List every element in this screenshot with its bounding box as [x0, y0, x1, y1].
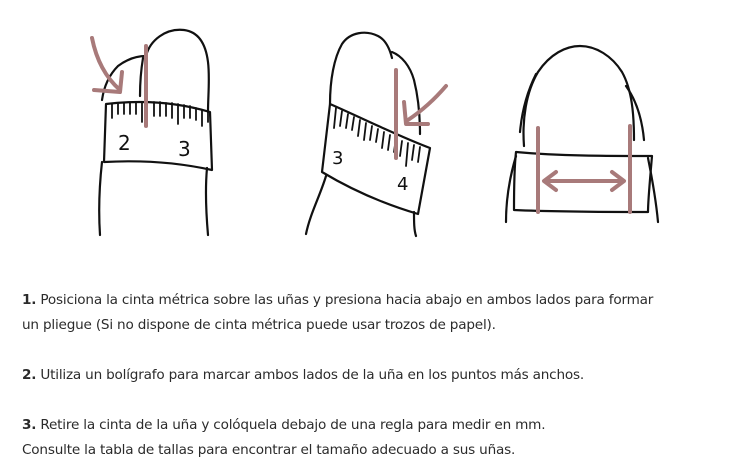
finger-outline — [306, 33, 420, 236]
tape-label-3: 3 — [332, 148, 344, 169]
panel-3-width-measure — [506, 46, 658, 222]
nail-outline — [524, 46, 634, 146]
tape-label-3: 3 — [178, 137, 191, 161]
panel-1-tape-fold — [92, 30, 212, 235]
finger-outline — [99, 30, 209, 235]
step-1 — [22, 288, 732, 338]
step-number: 3. — [22, 417, 37, 433]
step-text: Retire la cinta de la uña y colóquela debajo de una regla para medir en mm. — [40, 417, 546, 433]
step-number: 2. — [22, 367, 37, 383]
tape-ticks — [112, 102, 208, 126]
step-line: un pliegue (Si no dispone de cinta métrica puede usar trozos de papel). — [22, 317, 496, 333]
panel-2-tape-mark — [306, 33, 446, 236]
step-line — [22, 413, 732, 438]
step-text: Utiliza un bolígrafo para marcar ambos lados de la uña en los puntos más anchos. — [40, 367, 584, 383]
step-2 — [22, 363, 732, 388]
step-line: Consulte la tabla de tallas para encontrar el tamaño adecuado a sus uñas. — [22, 442, 516, 458]
arrow-icon — [408, 86, 446, 120]
step-line — [22, 363, 732, 388]
tape-label-2: 2 — [118, 131, 131, 155]
step-line — [22, 288, 732, 313]
step-text: Posiciona la cinta métrica sobre las uñas y presiona hacia abajo en ambos lados para formar — [40, 292, 654, 308]
step-3 — [22, 413, 732, 463]
instructions — [22, 288, 732, 463]
tape-fold-line — [140, 58, 143, 96]
step-number: 1. — [22, 292, 37, 308]
tape-label-4: 4 — [397, 174, 409, 195]
